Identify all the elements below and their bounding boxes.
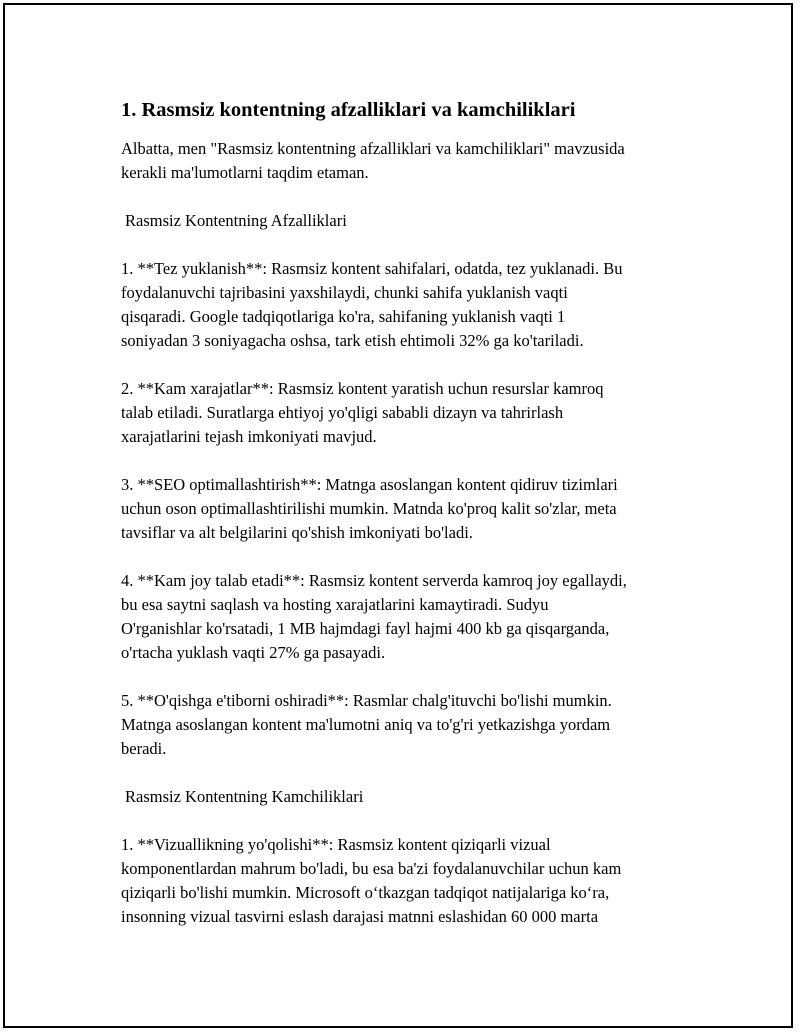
- document-content: [121, 97, 701, 953]
- text-line: foydalanuvchi tajribasini yaxshilaydi, chunki sahifa yuklanish vaqti: [121, 283, 568, 302]
- text-line: bu esa saytni saqlash va hosting xarajatlarini kamaytiradi. Sudyu: [121, 595, 549, 614]
- document-title: 1. Rasmsiz kontentning afzalliklari va kamchiliklari: [121, 99, 576, 121]
- disadvantages-heading: Rasmsiz Kontentning Kamchiliklari: [125, 787, 364, 806]
- advantage-item: [121, 473, 701, 545]
- text-line: 4. **Kam joy talab etadi**: Rasmsiz kontent serverda kamroq joy egallaydi,: [121, 571, 627, 590]
- text-line: 1. **Vizuallikning yo'qolishi**: Rasmsiz kontent qiziqarli vizual: [121, 835, 551, 854]
- text-line: soniyadan 3 soniyagacha oshsa, tark etish ehtimoli 32% ga ko'tariladi.: [121, 331, 584, 350]
- text-line: talab etiladi. Suratlarga ehtiyoj yo'qligi sababli dizayn va tahrirlash: [121, 403, 564, 422]
- text-line: beradi.: [121, 739, 167, 758]
- text-line: Matnga asoslangan kontent ma'lumotni aniq va to'g'ri yetkazishga yordam: [121, 715, 611, 734]
- text-line: 1. **Tez yuklanish**: Rasmsiz kontent sahifalari, odatda, tez yuklanadi. Bu: [121, 259, 623, 278]
- text-line: qisqaradi. Google tadqiqotlariga ko'ra, sahifaning yuklanish vaqti 1: [121, 307, 566, 326]
- text-line: 5. **O'qishga e'tiborni oshiradi**: Rasmlar chalg'ituvchi bo'lishi mumkin.: [121, 691, 612, 710]
- text-line: O'rganishlar ko'rsatadi, 1 MB hajmdagi fayl hajmi 400 kb ga qisqarganda,: [121, 619, 610, 638]
- text-line: tavsiflar va alt belgilarini qo'shish imkoniyati bo'ladi.: [121, 523, 473, 542]
- advantage-item: [121, 377, 701, 449]
- intro-paragraph: [121, 137, 701, 185]
- text-line: 2. **Kam xarajatlar**: Rasmsiz kontent yaratish uchun resurslar kamroq: [121, 379, 604, 398]
- advantage-item: [121, 257, 701, 353]
- text-line: kerakli ma'lumotlarni taqdim etaman.: [121, 163, 369, 182]
- text-line: qiziqarli bo'lishi mumkin. Microsoft o‘tkazgan tadqiqot natijalariga ko‘ra,: [121, 883, 610, 902]
- text-line: komponentlardan mahrum bo'ladi, bu esa ba'zi foydalanuvchilar uchun kam: [121, 859, 622, 878]
- text-line: insonning vizual tasvirni eslash darajasi matnni eslashidan 60 000 marta: [121, 907, 599, 926]
- advantage-item: [121, 689, 701, 761]
- document-page: [3, 3, 793, 1028]
- text-line: xarajatlarini tejash imkoniyati mavjud.: [121, 427, 377, 446]
- text-line: Albatta, men "Rasmsiz kontentning afzalliklari va kamchiliklari" mavzusida: [121, 139, 625, 158]
- text-line: uchun oson optimallashtirilishi mumkin. Matnda ko'proq kalit so'zlar, meta: [121, 499, 617, 518]
- advantages-heading: Rasmsiz Kontentning Afzalliklari: [125, 211, 347, 230]
- advantage-item: [121, 569, 701, 665]
- text-line: o'rtacha yuklash vaqti 27% ga pasayadi.: [121, 643, 386, 662]
- text-line: 3. **SEO optimallashtirish**: Matnga asoslangan kontent qidiruv tizimlari: [121, 475, 618, 494]
- disadvantage-item: [121, 833, 701, 929]
